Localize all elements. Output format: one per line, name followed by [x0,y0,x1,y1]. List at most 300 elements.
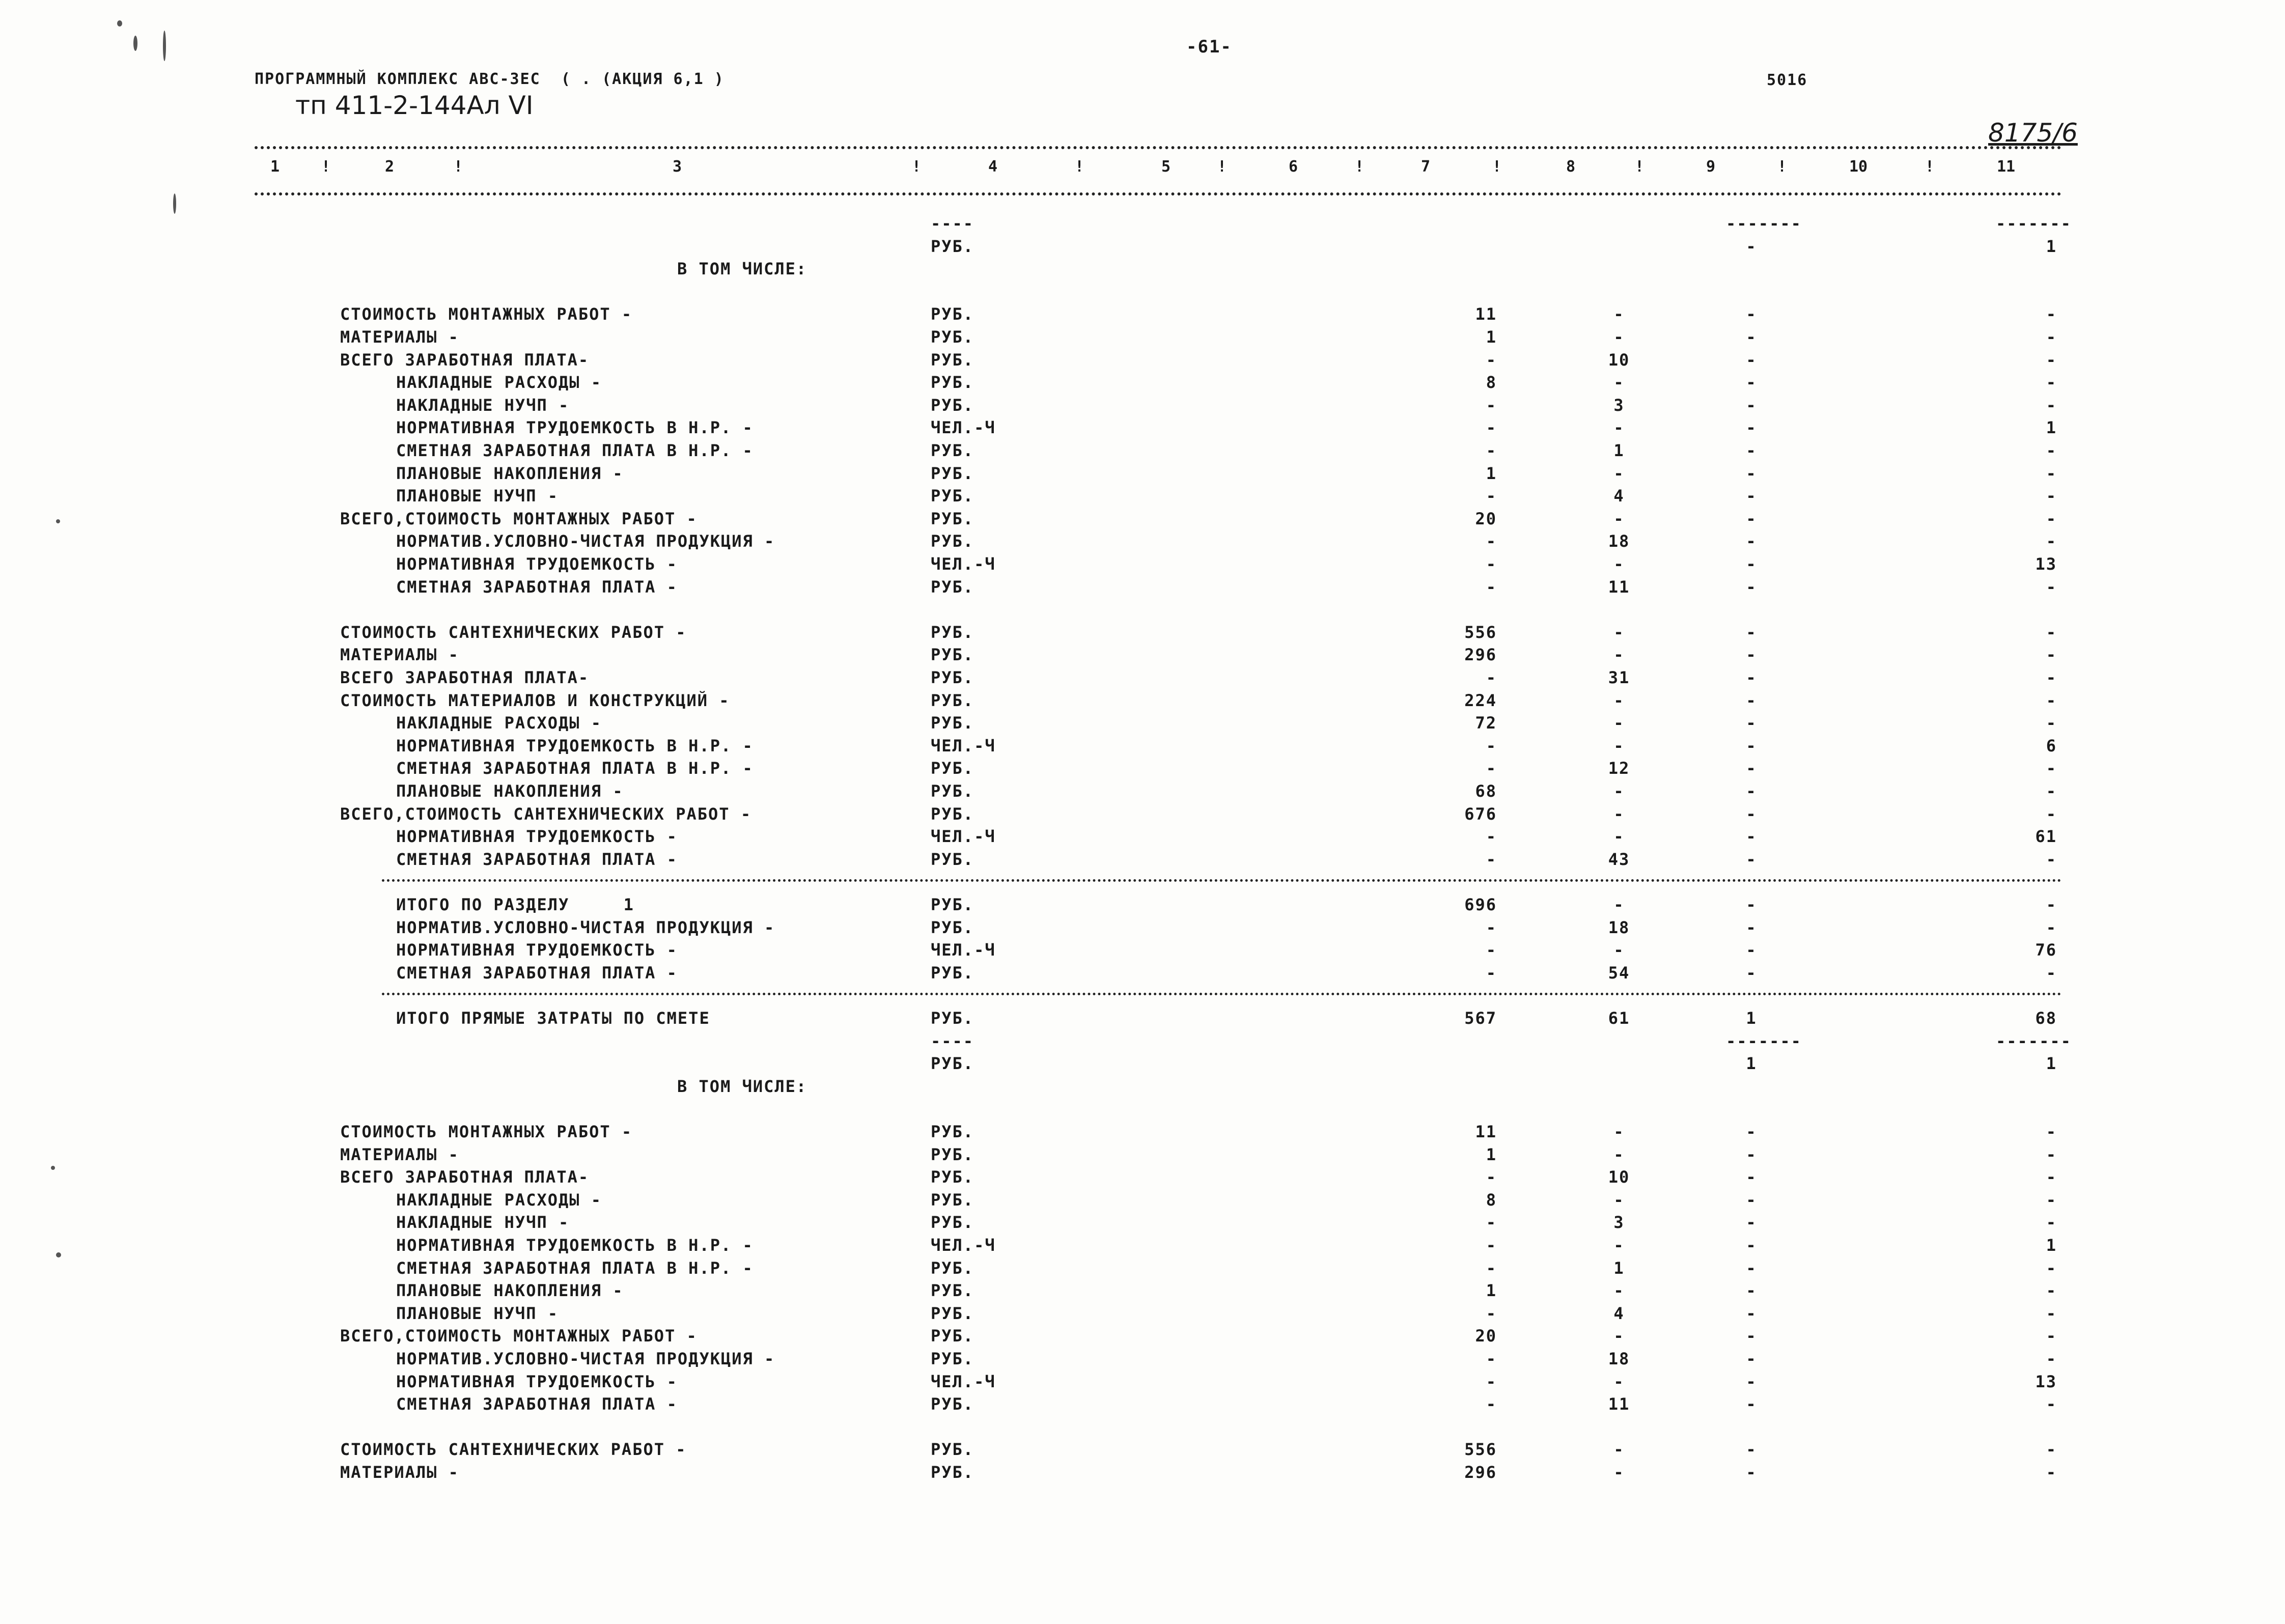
row-col11: - [2046,1258,2057,1278]
column-separator: ! [1217,158,1227,176]
row-col9: - [1746,849,1757,869]
row-col11: - [2046,1122,2057,1141]
row-unit: РУБ. [931,486,974,506]
row-label: СТОИМОСТЬ САНТЕХНИЧЕСКИХ РАБОТ - [340,622,687,642]
row-col8: 3 [1613,1213,1625,1233]
row-unit: РУБ. [931,509,974,528]
row-unit: РУБ. [931,1190,974,1210]
row-col11: - [2046,1167,2057,1187]
row-label: СТОИМОСТЬ МАТЕРИАЛОВ И КОНСТРУКЦИЙ - [340,690,730,710]
row-col8: 43 [1608,849,1630,869]
row-unit: РУБ. [931,1281,974,1301]
column-number-5: 5 [1161,158,1171,176]
row-col8: - [1613,940,1625,960]
table-row [0,1236,2285,1258]
row-col11: - [2046,486,2057,506]
row-label: НАКЛАДНЫЕ НУЧП - [396,1213,570,1233]
row-col9: - [1746,690,1757,710]
table-row [0,918,2285,940]
row-col9: - [1746,895,1757,914]
column-separator: ! [911,158,922,176]
row-label: НОРМАТИВНАЯ ТРУДОЕМКОСТЬ - [396,554,678,574]
row-col8: - [1613,736,1625,755]
row-label: НОРМАТИВНАЯ ТРУДОЕМКОСТЬ В Н.Р. - [396,1236,754,1255]
row-col11: - [2046,304,2057,324]
row-col9: - [1746,1281,1757,1301]
row-col8: 4 [1613,1303,1625,1323]
row-col7: - [1486,418,1497,438]
row-col7: - [1486,759,1497,778]
row-col9: - [1746,668,1757,687]
row-col11: - [2046,577,2057,597]
row-col9: - [1746,1236,1757,1255]
row-col9: - [1746,327,1757,347]
row-col8: 18 [1608,531,1630,551]
table-row [0,282,2285,304]
row-unit: РУБ. [931,1440,974,1460]
row-col7: 696 [1464,895,1497,914]
row-label: НОРМАТИВНАЯ ТРУДОЕМКОСТЬ - [396,940,678,960]
row-col11: - [2046,395,2057,415]
table-row [0,895,2285,917]
row-col9: - [1746,1122,1757,1141]
row-col11: - [2046,895,2057,914]
scan-speck [56,1252,61,1257]
row-unit: РУБ. [931,463,974,483]
row-col7: 567 [1464,1009,1497,1028]
table-row [0,1463,2285,1485]
row-label: ИТОГО ПО РАЗДЕЛУ 1 [396,895,634,914]
row-col11: 1 [2046,236,2057,256]
table-row [0,1326,2285,1349]
table-row [0,850,2285,872]
row-col9: - [1746,940,1757,960]
row-label: МАТЕРИАЛЫ - [340,327,459,347]
row-col7: 556 [1464,622,1497,642]
row-col11: - [2046,804,2057,824]
row-label: СМЕТНАЯ ЗАРАБОТНАЯ ПЛАТА - [396,577,678,597]
row-col8: - [1613,1236,1625,1255]
row-col7: 8 [1486,373,1497,393]
row-label: ВСЕГО ЗАРАБОТНАЯ ПЛАТА- [340,668,590,687]
table-row [0,600,2285,622]
row-col9: - [1746,509,1757,528]
row-label: ПЛАНОВЫЕ НУЧП - [396,486,559,506]
row-col8: 10 [1608,350,1630,370]
row-unit: РУБ. [931,963,974,983]
row-col8: 12 [1608,759,1630,778]
row-col9: - [1746,1371,1757,1391]
scan-speck [51,1166,55,1170]
row-col8: 11 [1608,1394,1630,1414]
scan-speck [117,20,122,26]
row-label: СТОИМОСТЬ МОНТАЖНЫХ РАБОТ - [340,304,633,324]
page-number: -61- [1186,37,1232,57]
row-col9: 1 [1746,1009,1757,1028]
row-col8: 1 [1613,441,1625,460]
row-label: В ТОМ ЧИСЛЕ: [677,1076,807,1096]
table-row [0,509,2285,531]
row-label: НОРМАТИВ.УСЛОВНО-ЧИСТАЯ ПРОДУКЦИЯ - [396,1349,775,1368]
row-col7: 11 [1475,304,1497,324]
table-row [0,1258,2285,1281]
table-row [0,1167,2285,1190]
table-row [0,1394,2285,1417]
row-col9: ------- [1726,214,1802,233]
row-unit: РУБ. [931,759,974,778]
header-rule-bottom [255,192,2062,195]
table-row [0,963,2285,986]
row-col9: - [1746,759,1757,778]
row-col9: - [1746,645,1757,665]
row-col8: - [1613,463,1625,483]
row-col8: 3 [1613,395,1625,415]
table-row [0,1372,2285,1394]
row-col9: - [1746,486,1757,506]
row-col11: 6 [2046,736,2057,755]
table-row [0,259,2285,282]
row-label: ВСЕГО ЗАРАБОТНАЯ ПЛАТА- [340,350,590,370]
row-label: СМЕТНАЯ ЗАРАБОТНАЯ ПЛАТА В Н.Р. - [396,441,754,460]
row-col8: 10 [1608,1167,1630,1187]
table-row [0,623,2285,645]
column-number-1: 1 [270,158,280,176]
row-label: НОРМАТИВ.УСЛОВНО-ЧИСТАЯ ПРОДУКЦИЯ - [396,917,775,937]
column-separator: ! [321,158,331,176]
row-unit: ЧЕЛ.-Ч [931,940,996,960]
column-number-10: 10 [1849,158,1868,176]
row-col9: - [1746,713,1757,733]
row-col8: - [1613,713,1625,733]
row-col9: - [1746,350,1757,370]
row-unit: РУБ. [931,1349,974,1368]
table-row [0,872,2285,894]
row-col11: 1 [2046,1054,2057,1074]
row-label: СМЕТНАЯ ЗАРАБОТНАЯ ПЛАТА - [396,963,678,983]
row-col8: - [1613,895,1625,914]
row-col7: 72 [1475,713,1497,733]
row-unit: РУБ. [931,781,974,801]
row-col7: - [1486,1258,1497,1278]
table-row [0,418,2285,440]
column-separator: ! [1354,158,1364,176]
row-unit: РУБ. [931,531,974,551]
row-col7: - [1486,736,1497,755]
program-header: ПРОГРАММНЫЙ КОМПЛЕКС АВС-3ЕС ( . (АКЦИЯ 6,1 ) [255,70,724,88]
row-unit: РУБ. [931,804,974,824]
row-col7: - [1486,940,1497,960]
row-col9: - [1746,1394,1757,1414]
column-number-4: 4 [988,158,998,176]
row-col11: 1 [2046,418,2057,438]
row-unit: РУБ. [931,713,974,733]
row-col9: - [1746,1463,1757,1482]
row-unit: РУБ. [931,1326,974,1346]
row-unit: РУБ. [931,1463,974,1482]
column-number-9: 9 [1706,158,1716,176]
row-label: ПЛАНОВЫЕ НУЧП - [396,1303,559,1323]
row-label: В ТОМ ЧИСЛЕ: [677,259,807,279]
table-row [0,531,2285,554]
row-col9: - [1746,304,1757,324]
row-label: СТОИМОСТЬ САНТЕХНИЧЕСКИХ РАБОТ - [340,1440,687,1460]
scan-speck [173,193,176,214]
row-col9: - [1746,395,1757,415]
row-col7: - [1486,577,1497,597]
table-row [0,327,2285,350]
row-label: СТОИМОСТЬ МОНТАЖНЫХ РАБОТ - [340,1122,633,1141]
table-row [0,940,2285,963]
row-col7: - [1486,350,1497,370]
row-col11: 1 [2046,1236,2057,1255]
row-col7: 556 [1464,1440,1497,1460]
row-col9: - [1746,1190,1757,1210]
row-col9: - [1746,827,1757,847]
row-col7: 224 [1464,690,1497,710]
column-separator: ! [1925,158,1935,176]
column-separator: ! [1777,158,1787,176]
table-row [0,1077,2285,1099]
row-col9: ------- [1726,1031,1802,1051]
row-unit: РУБ. [931,690,974,710]
table-row [0,736,2285,759]
row-col8: 4 [1613,486,1625,506]
row-unit: РУБ. [931,668,974,687]
row-col8: - [1613,1326,1625,1346]
table-row [0,645,2285,667]
row-unit: РУБ. [931,373,974,393]
row-label: ИТОГО ПРЯМЫЕ ЗАТРАТЫ ПО СМЕТЕ [396,1009,710,1028]
row-unit: РУБ. [931,350,974,370]
table-row [0,759,2285,781]
row-col11: - [2046,531,2057,551]
row-label: МАТЕРИАЛЫ - [340,1144,459,1164]
row-col11: - [2046,1281,2057,1301]
row-col7: 296 [1464,1463,1497,1482]
row-unit: РУБ. [931,1258,974,1278]
row-col9: - [1746,1326,1757,1346]
row-col9: 1 [1746,1054,1757,1074]
row-col11: - [2046,441,2057,460]
table-row [0,986,2285,1008]
row-col8: - [1613,373,1625,393]
row-col7: - [1486,827,1497,847]
column-number-7: 7 [1420,158,1431,176]
row-col9: - [1746,1349,1757,1368]
row-col8: - [1613,1281,1625,1301]
row-col8: 54 [1608,963,1630,983]
row-col7: 1 [1486,1144,1497,1164]
table-row [0,1213,2285,1235]
row-col11: - [2046,327,2057,347]
column-number-6: 6 [1288,158,1298,176]
row-label: НОРМАТИВНАЯ ТРУДОЕМКОСТЬ В Н.Р. - [396,736,754,755]
row-col11: ------- [1996,214,2072,233]
row-col8: - [1613,645,1625,665]
row-col11: - [2046,1463,2057,1482]
table-row [0,304,2285,327]
table-row [0,827,2285,849]
table-row [0,1145,2285,1167]
table-row [0,441,2285,463]
row-label: НАКЛАДНЫЕ РАСХОДЫ - [396,1190,602,1210]
row-label: НОРМАТИВНАЯ ТРУДОЕМКОСТЬ В Н.Р. - [396,418,754,438]
row-unit: РУБ. [931,1009,974,1028]
row-unit: РУБ. [931,1144,974,1164]
row-unit: РУБ. [931,1167,974,1187]
row-col9: - [1746,1440,1757,1460]
row-col9: - [1746,554,1757,574]
document-code: 5016 [1767,71,1808,89]
row-col9: - [1746,531,1757,551]
row-col8: 18 [1608,917,1630,937]
table-row [0,1440,2285,1462]
row-col9: - [1746,1144,1757,1164]
row-col11: - [2046,1349,2057,1368]
table-row [0,1190,2285,1213]
row-label: ВСЕГО ЗАРАБОТНАЯ ПЛАТА- [340,1167,590,1187]
row-label: НОРМАТИВНАЯ ТРУДОЕМКОСТЬ - [396,827,678,847]
row-col11: - [2046,350,2057,370]
row-col7: - [1486,849,1497,869]
table-row [0,1304,2285,1326]
row-unit: РУБ. [931,395,974,415]
row-col8: 61 [1608,1009,1630,1028]
table-row [0,1009,2285,1031]
row-col8: - [1613,1122,1625,1141]
row-col11: 61 [2035,827,2057,847]
row-label: СМЕТНАЯ ЗАРАБОТНАЯ ПЛАТА В Н.Р. - [396,759,754,778]
row-col7: - [1486,917,1497,937]
row-unit: РУБ. [931,236,974,256]
row-label: ПЛАНОВЫЕ НАКОПЛЕНИЯ - [396,781,624,801]
scan-speck [56,519,60,523]
row-unit: РУБ. [931,895,974,914]
row-col8: 1 [1613,1258,1625,1278]
row-col7: - [1486,1213,1497,1233]
row-col9: - [1746,236,1757,256]
row-col8: - [1613,1371,1625,1391]
row-col9: - [1746,736,1757,755]
table-row [0,577,2285,600]
row-col9: - [1746,577,1757,597]
row-col11: - [2046,849,2057,869]
table-row [0,464,2285,486]
row-col8: - [1613,418,1625,438]
row-col7: 1 [1486,463,1497,483]
row-label: НОРМАТИВ.УСЛОВНО-ЧИСТАЯ ПРОДУКЦИЯ - [396,531,775,551]
row-label: ВСЕГО,СТОИМОСТЬ САНТЕХНИЧЕСКИХ РАБОТ - [340,804,752,824]
row-col8: - [1613,1440,1625,1460]
project-number: тп 411-2-144Ал VI [295,91,534,120]
row-label: СМЕТНАЯ ЗАРАБОТНАЯ ПЛАТА - [396,849,678,869]
row-unit: ---- [931,214,974,233]
row-col11: - [2046,1213,2057,1233]
scan-speck [163,31,166,61]
row-col7: - [1486,441,1497,460]
table-row [0,804,2285,827]
row-col8: - [1613,1463,1625,1482]
row-col11: - [2046,1144,2057,1164]
row-unit: РУБ. [931,622,974,642]
row-col7: 20 [1475,509,1497,528]
table-row [0,1417,2285,1440]
row-label: ПЛАНОВЫЕ НАКОПЛЕНИЯ - [396,463,624,483]
table-row [0,713,2285,736]
row-col8: - [1613,304,1625,324]
row-col9: - [1746,463,1757,483]
column-number-8: 8 [1566,158,1576,176]
row-unit: РУБ. [931,577,974,597]
row-col11: 13 [2035,1371,2057,1391]
table-row [0,350,2285,373]
row-col7: - [1486,1303,1497,1323]
row-col8: - [1613,781,1625,801]
row-col9: - [1746,1167,1757,1187]
row-unit: ЧЕЛ.-Ч [931,736,996,755]
row-label: ВСЕГО,СТОИМОСТЬ МОНТАЖНЫХ РАБОТ - [340,509,698,528]
table-row [0,554,2285,577]
row-col11: - [2046,690,2057,710]
row-label: МАТЕРИАЛЫ - [340,645,459,665]
row-col11: 76 [2035,940,2057,960]
row-label: МАТЕРИАЛЫ - [340,1463,459,1482]
row-label: ВСЕГО,СТОИМОСТЬ МОНТАЖНЫХ РАБОТ - [340,1326,698,1346]
row-label: НОРМАТИВНАЯ ТРУДОЕМКОСТЬ - [396,1371,678,1391]
row-unit: РУБ. [931,645,974,665]
row-col9: - [1746,804,1757,824]
table-row [0,1122,2285,1144]
row-unit: РУБ. [931,1394,974,1414]
row-col8: - [1613,622,1625,642]
row-col7: 296 [1464,645,1497,665]
row-col7: 20 [1475,1326,1497,1346]
row-col9: - [1746,622,1757,642]
row-label: ПЛАНОВЫЕ НАКОПЛЕНИЯ - [396,1281,624,1301]
row-unit: РУБ. [931,441,974,460]
row-unit: РУБ. [931,327,974,347]
row-col9: - [1746,373,1757,393]
row-unit: РУБ. [931,304,974,324]
row-col11: - [2046,963,2057,983]
row-unit: РУБ. [931,917,974,937]
section-separator [382,993,2062,995]
column-number-2: 2 [384,158,395,176]
row-col11: - [2046,1326,2057,1346]
row-col11: - [2046,1394,2057,1414]
row-col11: - [2046,713,2057,733]
row-col8: - [1613,509,1625,528]
row-col7: - [1486,1394,1497,1414]
column-separator: ! [1074,158,1084,176]
row-col7: 1 [1486,1281,1497,1301]
row-col7: 676 [1464,804,1497,824]
row-col7: 8 [1486,1190,1497,1210]
row-unit: ЧЕЛ.-Ч [931,418,996,438]
row-col11: 68 [2035,1009,2057,1028]
table-row [0,781,2285,804]
row-col7: - [1486,963,1497,983]
row-col8: - [1613,1144,1625,1164]
row-unit: ЧЕЛ.-Ч [931,1236,996,1255]
row-unit: ЧЕЛ.-Ч [931,554,996,574]
row-col7: - [1486,1349,1497,1368]
column-separator: ! [1634,158,1645,176]
table-row [0,373,2285,395]
row-col7: - [1486,1371,1497,1391]
row-col11: - [2046,622,2057,642]
sheet-number: 8175/6 [1988,118,2078,148]
